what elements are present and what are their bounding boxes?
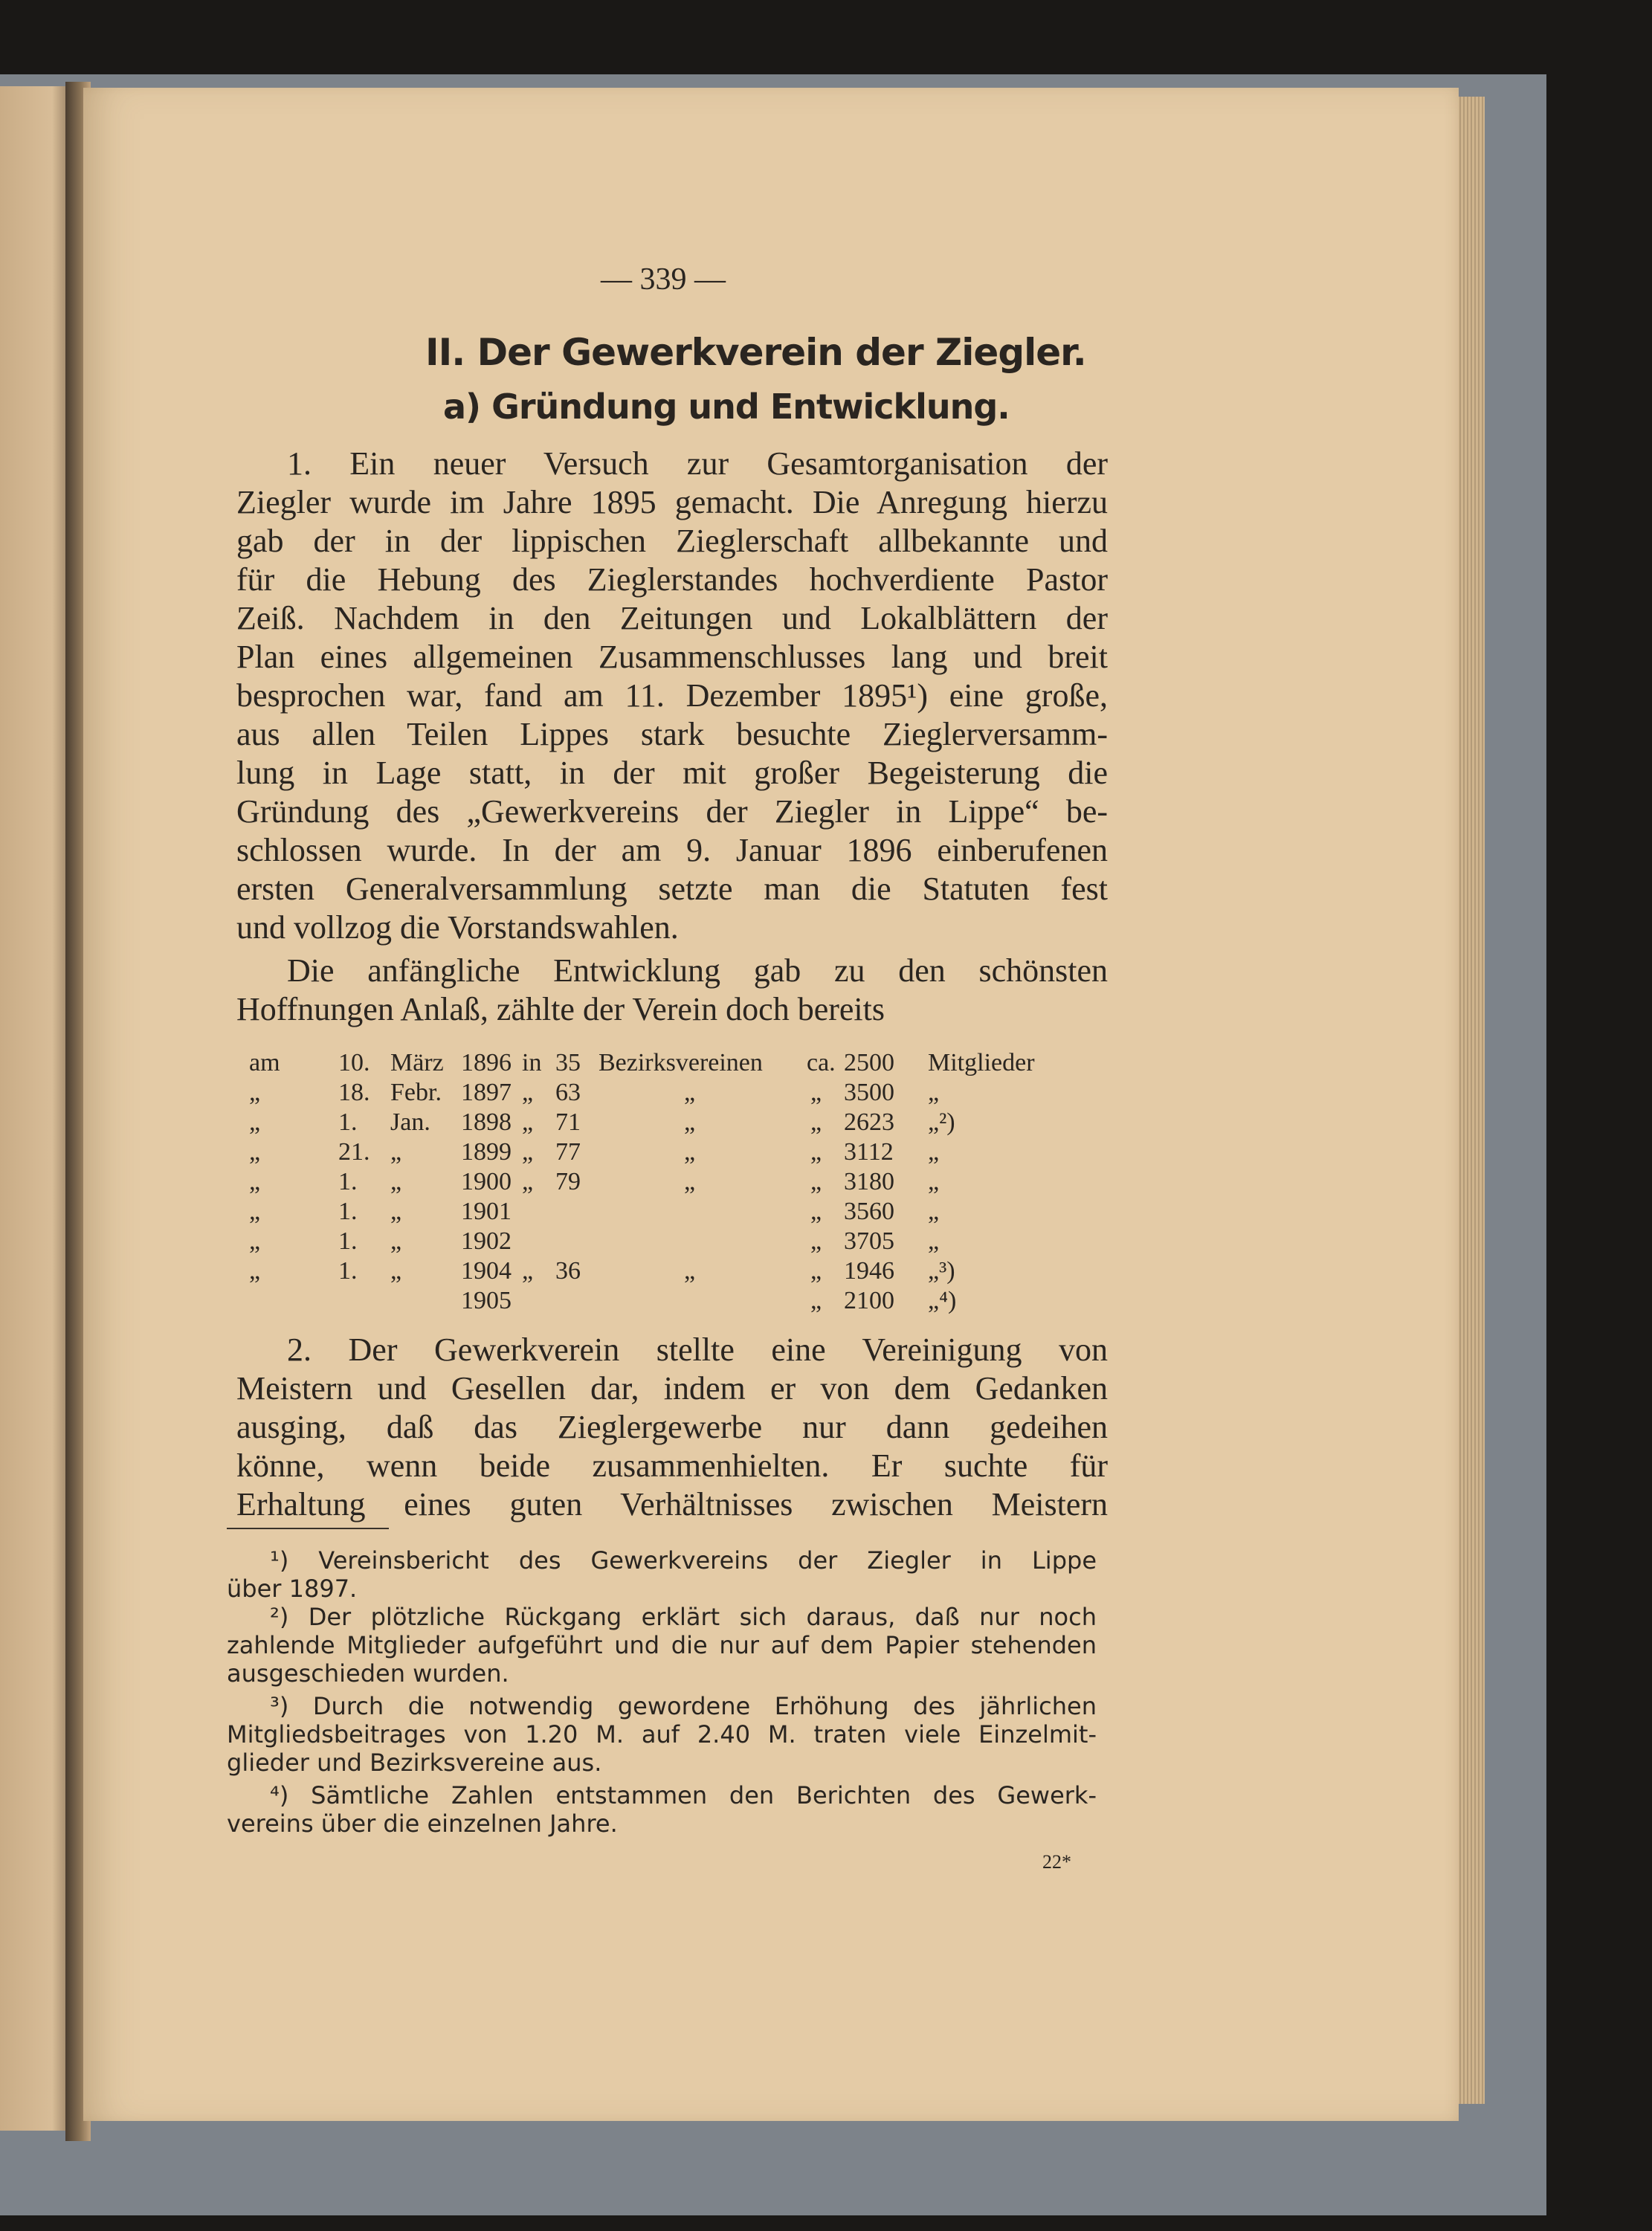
table-cell: „ [249,1198,261,1225]
table-cell: 1902 [461,1227,512,1255]
body-line: Gründung des „Gewerkvereins der Ziegler in Lippe“ be- [236,793,1108,830]
body-line: Ziegler wurde im Jahre 1895 gemacht. Die Anregung hierzu [236,484,1108,520]
table-row [249,1256,1089,1286]
table-cell: 3180 [844,1168,894,1195]
body-line: Hoffnungen Anlaß, zählte der Verein doch bereits [236,991,885,1027]
table-cell: 3560 [844,1198,894,1225]
table-cell: „ [249,1138,261,1166]
body-line: Meistern und Gesellen dar, indem er von dem Gedanken [236,1370,1108,1407]
body-line: Zeiß. Nachdem in den Zeitungen und Lokalblättern der [236,600,1108,636]
table-cell: „ [522,1257,534,1285]
table-cell: „ [810,1198,822,1225]
body-line: Plan eines allgemeinen Zusammenschlusses lang und breit [236,639,1108,675]
body-line: lung in Lage statt, in der mit großer Begeisterung die [236,755,1108,791]
body-line: 1. Ein neuer Versuch zur Gesamtorganisation der [287,445,1108,482]
table-cell: „ [249,1168,261,1195]
table-cell: „ [684,1079,696,1106]
table-cell: Mitglieder [928,1049,1035,1076]
table-cell: 3112 [844,1138,894,1166]
footnote-line: zahlende Mitglieder aufgeführt und die nur auf dem Papier stehenden [227,1631,1097,1659]
left-page-edge [0,86,74,2131]
table-cell: „ [810,1287,822,1314]
table-row [249,1078,1089,1108]
table-cell: „ [522,1108,534,1136]
footnote-line: ²) Der plötzliche Rückgang erklärt sich daraus, daß nur noch [270,1603,1097,1631]
table-cell: „ [684,1138,696,1166]
table-row [249,1167,1089,1197]
table-cell: 1898 [461,1108,512,1136]
table-row [249,1227,1089,1256]
table-cell: 71 [555,1108,581,1136]
body-line: schlossen wurde. In der am 9. Januar 1896 einberufenen [236,832,1108,868]
table-cell: „ [522,1168,534,1195]
table-cell: „ [522,1138,534,1166]
body-line: ausging, daß das Zieglergewerbe nur dann gedeihen [236,1409,1108,1445]
body-line: könne, wenn beide zusammenhielten. Er suchte für [236,1447,1108,1484]
table-cell: „ [249,1079,261,1106]
footnote-line: ⁴) Sämtliche Zahlen entstammen den Berichten des Gewerk- [270,1781,1097,1809]
table-cell: 1905 [461,1287,512,1314]
table-cell: Bezirksvereinen [598,1049,763,1076]
table-cell: „ [249,1108,261,1136]
table-cell: „ [810,1257,822,1285]
table-cell: „ [928,1227,940,1255]
table-row [249,1108,1089,1137]
table-cell: Febr. [390,1079,442,1106]
table-cell: „ [390,1138,402,1166]
page-number: — 339 — [601,262,726,297]
table-cell: 2500 [844,1049,894,1076]
body-line: Die anfängliche Entwicklung gab zu den schönsten [287,952,1108,989]
table-cell: „ [810,1108,822,1136]
table-cell: ca. [807,1049,836,1076]
chapter-heading: II. Der Gewerkverein der Ziegler. [425,331,1086,374]
body-line: 2. Der Gewerkverein stellte eine Vereinigung von [287,1331,1108,1368]
table-cell: 1897 [461,1079,512,1106]
table-cell: 35 [555,1049,581,1076]
footnote-line: glieder und Bezirksvereine aus. [227,1749,602,1777]
table-cell: 1904 [461,1257,512,1285]
table-cell: „ [390,1198,402,1225]
table-cell: 1896 [461,1049,512,1076]
table-cell: „ [684,1168,696,1195]
table-cell: 3500 [844,1079,894,1106]
table-row [249,1048,1089,1078]
table-cell: „ [928,1079,940,1106]
table-cell: 18. [338,1079,370,1106]
footnote-line: ¹) Vereinsbericht des Gewerkvereins der Ziegler in Lippe [270,1546,1097,1575]
table-cell: 63 [555,1079,581,1106]
table-cell: 1900 [461,1168,512,1195]
table-cell: „²) [928,1108,955,1136]
table-cell: „³) [928,1257,955,1285]
table-cell: 1901 [461,1198,512,1225]
table-cell: „ [810,1079,822,1106]
footnote-line: vereins über die einzelnen Jahre. [227,1809,618,1838]
footnote-rule [227,1528,389,1529]
table-cell: „ [928,1198,940,1225]
table-cell: am [249,1049,280,1076]
table-cell: 1. [338,1257,358,1285]
table-row [249,1197,1089,1227]
table-cell: 1. [338,1198,358,1225]
body-line: für die Hebung des Zieglerstandes hochverdiente Pastor [236,561,1108,598]
table-cell: „ [390,1168,402,1195]
table-cell: „ [928,1168,940,1195]
body-line: aus allen Teilen Lippes stark besuchte Zieglerversamm- [236,716,1108,752]
table-cell: „ [390,1257,402,1285]
signature-mark: 22* [1042,1851,1071,1873]
footnote-line: Mitgliedsbeitrages von 1.20 M. auf 2.40 M. traten viele Einzelmit- [227,1720,1097,1749]
table-cell: „ [249,1257,261,1285]
footnote-line: über 1897. [227,1575,358,1603]
table-cell: „ [684,1257,696,1285]
table-cell: 1946 [844,1257,894,1285]
table-cell: 2100 [844,1287,894,1314]
table-cell: 1899 [461,1138,512,1166]
table-cell: 1. [338,1168,358,1195]
table-cell: „ [810,1227,822,1255]
table-cell: 2623 [844,1108,894,1136]
table-cell: „⁴) [928,1287,957,1314]
body-line: ersten Generalversammlung setzte man die Statuten fest [236,871,1108,907]
table-cell: „ [810,1168,822,1195]
table-cell: Jan. [390,1108,430,1136]
table-cell: 1. [338,1227,358,1255]
table-cell: „ [810,1138,822,1166]
table-row [249,1286,1089,1316]
table-cell: März [390,1049,444,1076]
table-cell: 10. [338,1049,370,1076]
body-line: gab der in der lippischen Zieglerschaft allbekannte und [236,523,1108,559]
table-cell: „ [390,1227,402,1255]
table-cell: „ [249,1227,261,1255]
section-heading: a) Gründung und Entwicklung. [443,387,1010,427]
table-cell: „ [522,1079,534,1106]
table-cell: „ [928,1138,940,1166]
body-line: Erhaltung eines guten Verhältnisses zwischen Meistern [236,1486,1108,1523]
table-cell: 79 [555,1168,581,1195]
table-cell: 3705 [844,1227,894,1255]
table-cell: 21. [338,1138,370,1166]
table-row [249,1137,1089,1167]
table-cell: 1. [338,1108,358,1136]
table-cell: 77 [555,1138,581,1166]
footnote-line: ausgeschieden wurden. [227,1659,509,1688]
table-cell: „ [684,1108,696,1136]
body-line: besprochen war, fand am 11. Dezember 1895¹) eine große, [236,677,1108,714]
table-cell: 36 [555,1257,581,1285]
body-line: und vollzog die Vorstandswahlen. [236,909,679,946]
table-cell: in [522,1049,542,1076]
footnote-line: ³) Durch die notwendig gewordene Erhöhung des jährlichen [270,1692,1097,1720]
